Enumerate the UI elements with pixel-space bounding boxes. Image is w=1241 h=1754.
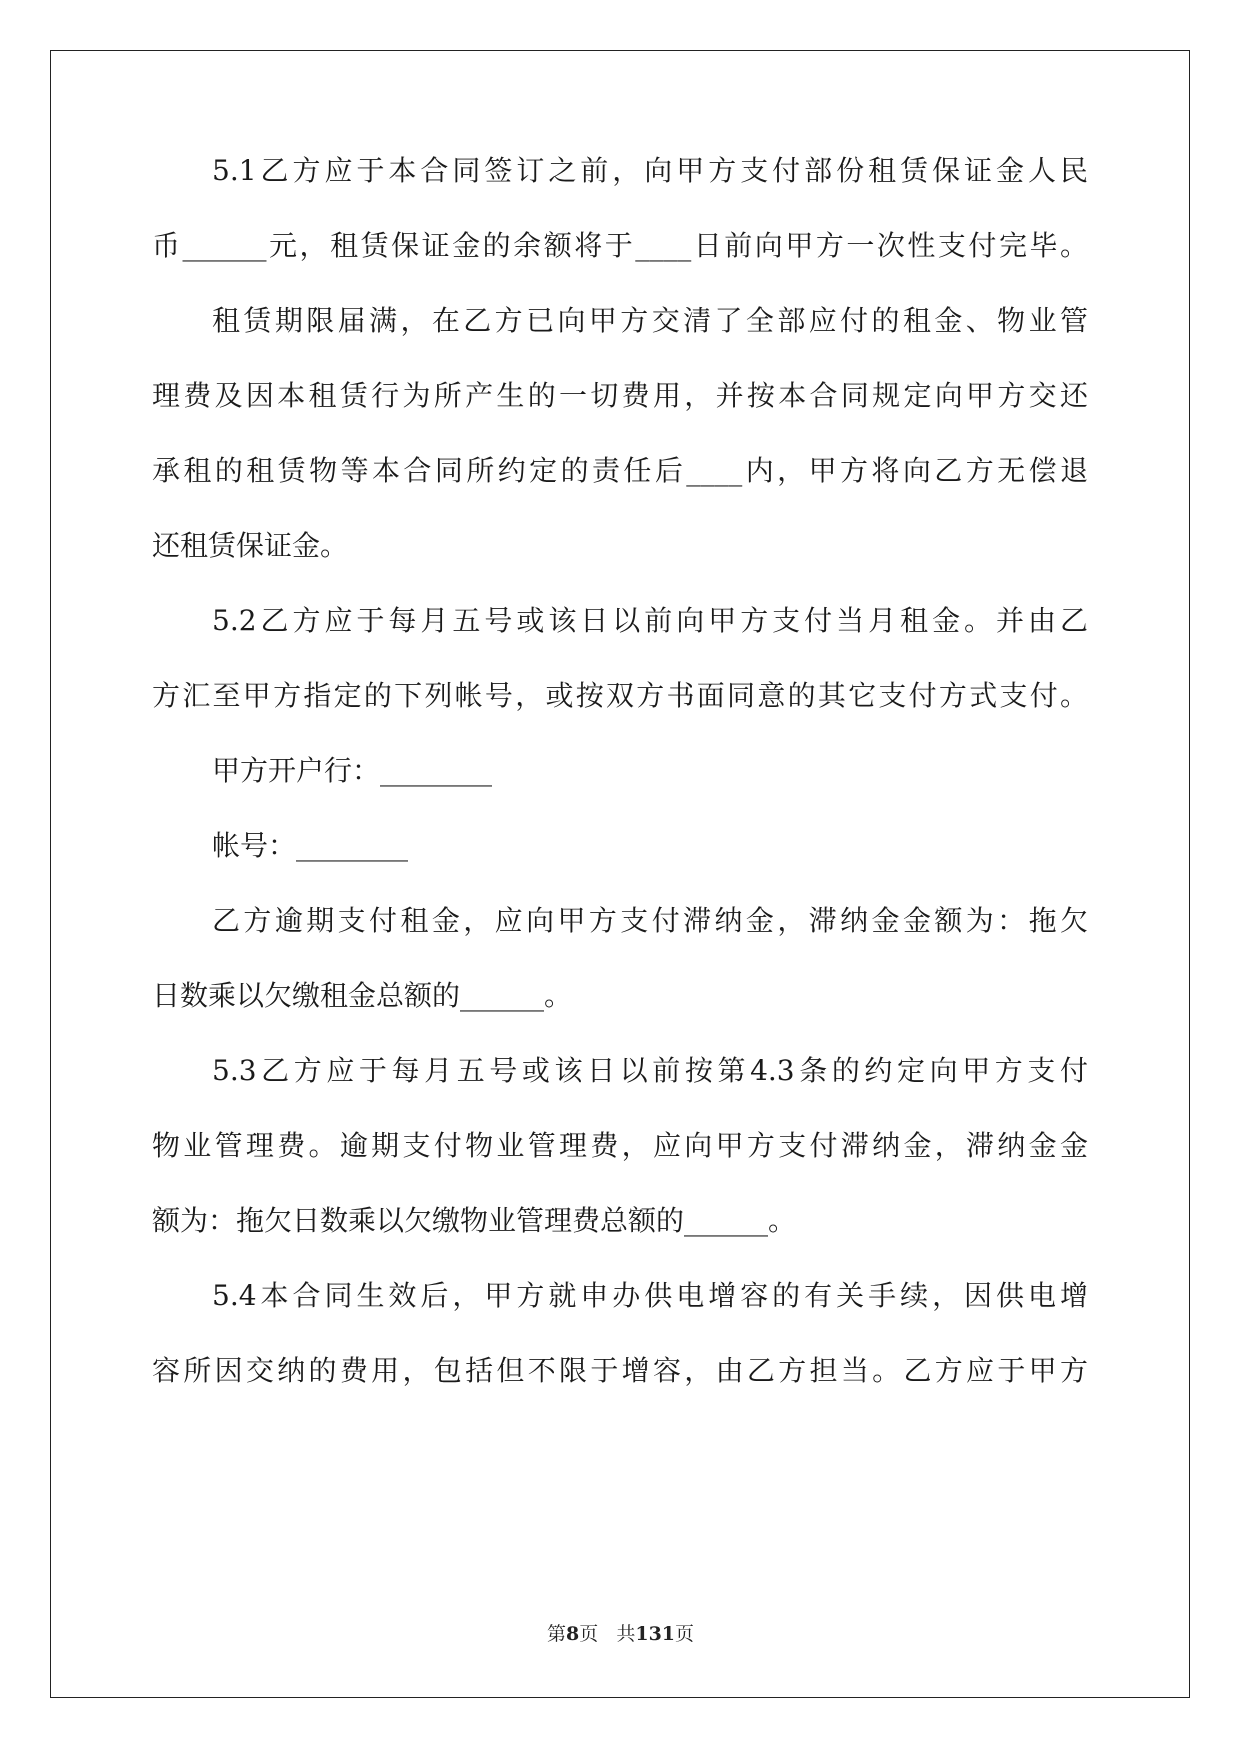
text-line: 甲方开户行：________	[212, 754, 493, 787]
text-line: 5.4本合同生效后，甲方就申办供电增容的有关手续，因供电增	[212, 1279, 1088, 1312]
total-pages: 131	[635, 1623, 676, 1645]
text-line: 租赁期限届满，在乙方已向甲方交清了全部应付的租金、物业管	[212, 304, 1088, 337]
text-line: 帐号：________	[212, 829, 409, 862]
page-footer	[0, 1622, 1241, 1646]
text-line: 容所因交纳的费用，包括但不限于增容，由乙方担当。乙方应于甲方	[152, 1354, 1088, 1387]
footer-total-prefix: 共	[616, 1623, 636, 1645]
text-line: 5.1乙方应于本合同签订之前，向甲方支付部份租赁保证金人民	[212, 154, 1088, 187]
page-number: 8	[565, 1623, 580, 1645]
text-line: 理费及因本租赁行为所产生的一切费用，并按本合同规定向甲方交还	[152, 379, 1088, 412]
footer-page-suffix: 页	[579, 1623, 599, 1645]
text-line: 方汇至甲方指定的下列帐号，或按双方书面同意的其它支付方式支付。	[152, 679, 1088, 712]
text-line: 币______元，租赁保证金的余额将于____日前向甲方一次性支付完毕。	[152, 229, 1088, 262]
footer-prefix: 第	[546, 1623, 566, 1645]
text-line: 日数乘以欠缴租金总额的______。	[152, 979, 573, 1012]
text-line: 5.2乙方应于每月五号或该日以前向甲方支付当月租金。并由乙	[212, 604, 1088, 637]
text-line: 物业管理费。逾期支付物业管理费，应向甲方支付滞纳金，滞纳金金	[152, 1129, 1088, 1162]
text-line: 5.3乙方应于每月五号或该日以前按第4.3条的约定向甲方支付	[212, 1054, 1088, 1087]
text-line: 乙方逾期支付租金，应向甲方支付滞纳金，滞纳金金额为：拖欠	[212, 904, 1088, 937]
footer-total-suffix: 页	[675, 1623, 695, 1645]
text-line: 额为：拖欠日数乘以欠缴物业管理费总额的______。	[152, 1204, 797, 1237]
text-line: 还租赁保证金。	[152, 529, 349, 562]
text-line: 承租的租赁物等本合同所约定的责任后____内，甲方将向乙方无偿退	[152, 454, 1088, 487]
